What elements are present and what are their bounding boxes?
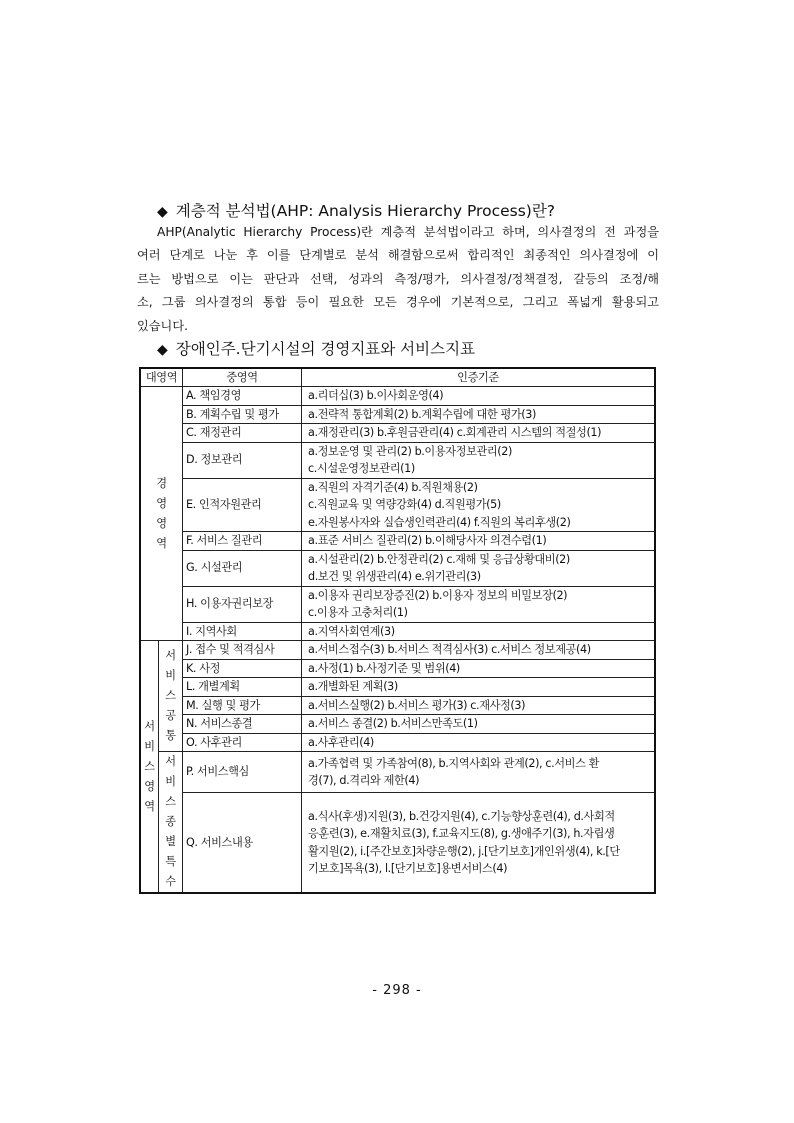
criteria-line: a.리더십(3) b.이사회운영(4) [308, 389, 444, 402]
mid-area-cell: O. 사후관리 [183, 733, 302, 752]
criteria-line: 응훈련(3), e.재활치료(3), f.교육지도(8), g.생애주기(3), h.자립생 [308, 827, 615, 841]
table-row [140, 387, 655, 406]
vertical-char: 수 [165, 875, 176, 888]
mid-area-cell: C. 재정관리 [183, 424, 302, 443]
major-area-management [140, 387, 183, 641]
vertical-char: 서 [165, 649, 176, 662]
criteria-line: a.사후관리(4) [308, 735, 374, 749]
criteria-cell [302, 550, 656, 586]
mid-area-cell: M. 실행 및 평가 [183, 696, 302, 715]
criteria-cell [302, 586, 656, 622]
criteria-line: a.개별화된 계획(3) [308, 680, 398, 693]
table-row [140, 641, 655, 660]
mid-area-cell: Q. 서비스내용 [183, 793, 302, 893]
criteria-line: a.재정관리(3) b.후원금관리(4) c.회계관리 시스템의 적절성(1) [308, 426, 602, 439]
criteria-line: a.지역사회연계(3) [308, 624, 395, 638]
mid-area-cell: K. 사정 [183, 659, 302, 678]
mid-area-cell: G. 시설관리 [183, 550, 302, 586]
table-row [140, 424, 655, 443]
vertical-char: 영 [144, 779, 155, 793]
section-title: 장애인주.단기시설의 경영지표와 서비스지표 [175, 340, 476, 358]
vertical-char: 별 [165, 835, 176, 848]
section-heading-ahp [157, 199, 555, 221]
criteria-cell [302, 678, 656, 697]
vertical-char: 특 [165, 855, 176, 868]
section-title: 계층적 분석법(AHP: Analysis Hierarchy Process)란? [175, 202, 556, 220]
criteria-line: 기보호]목욕(3), l.[단기보호]용변서비스(4) [308, 862, 508, 876]
criteria-line: a.이용자 권리보장증진(2) b.이용자 정보의 비밀보장(2) [308, 588, 568, 602]
table-row [140, 752, 655, 793]
criteria-line: a.직원의 자격기준(4) b.직원채용(2) [308, 480, 478, 494]
sub-area-special [159, 752, 183, 894]
vertical-char: 영 [156, 516, 167, 530]
paragraph-line: 있습니다. [137, 318, 188, 333]
vertical-char: 통 [165, 729, 176, 742]
criteria-cell [302, 532, 656, 551]
criteria-cell [302, 478, 656, 532]
mid-area-cell: B. 계획수립 및 평가 [183, 405, 302, 424]
criteria-line: 경(7), d.격리와 제한(4) [308, 774, 420, 788]
criteria-cell [302, 442, 656, 478]
table-row [140, 793, 655, 893]
table-row [140, 550, 655, 586]
criteria-cell [302, 733, 656, 752]
table-row [140, 532, 655, 551]
mid-area-cell: H. 이용자권리보장 [183, 586, 302, 622]
criteria-cell [302, 405, 656, 424]
criteria-line: a.서비스 종결(2) b.서비스만족도(1) [308, 717, 478, 730]
table-row [140, 405, 655, 424]
section-heading-indicators [157, 337, 475, 359]
criteria-cell [302, 715, 656, 734]
criteria-line: a.표준 서비스 질관리(2) b.이해당사자 의견수렴(1) [308, 534, 547, 547]
table-row [140, 586, 655, 622]
vertical-char: 스 [165, 689, 176, 702]
criteria-line: e.자원봉사자와 실습생인력관리(4) f.직원의 복리후생(2) [308, 515, 571, 529]
vertical-char: 서 [165, 755, 176, 768]
mid-area-cell: F. 서비스 질관리 [183, 532, 302, 551]
page-number: - 298 - [372, 983, 422, 998]
mid-area-cell: L. 개별계획 [183, 678, 302, 697]
vertical-char: 비 [144, 739, 155, 753]
criteria-line: c.이용자 고충처리(1) [308, 606, 408, 619]
table-row [140, 733, 655, 752]
indicator-table [139, 367, 656, 894]
vertical-char: 공 [165, 709, 176, 722]
vertical-char: 비 [165, 669, 176, 682]
criteria-line: a.정보운영 및 관리(2) b.이용자정보관리(2) [308, 444, 512, 458]
sub-area-common [159, 641, 183, 752]
criteria-line: a.식사(후생)지원(3), b.건강지원(4), c.기능향상훈련(4), d.사회적 [308, 809, 615, 823]
table-row [140, 622, 655, 641]
mid-area-cell: A. 책임경영 [183, 387, 302, 406]
table-row [140, 442, 655, 478]
criteria-line: a.사정(1) b.사정기준 및 범위(4) [308, 661, 460, 675]
vertical-char: 영 [156, 496, 167, 510]
criteria-line: 활지원(2), i.[주간보호]차량운행(2), j.[단기보호]개인위생(4), k.[단 [308, 844, 620, 858]
vertical-char: 경 [156, 476, 167, 490]
paragraph-line: 여러 단계로 나눈 후 이를 단계별로 분석 해결함으로써 합리적인 최종적인 의사결정에 이 [137, 248, 659, 263]
mid-area-cell: P. 서비스핵심 [183, 752, 302, 793]
paragraph-line: 르는 방법으로 이는 판단과 선택, 성과의 측정/평가, 의사결정/정책결정, 갈등의 조정/해 [137, 271, 659, 286]
header-major: 대영역 [140, 368, 183, 387]
table-row [140, 715, 655, 734]
criteria-line: a.서비스실행(2) b.서비스 평가(3) c.재사정(3) [308, 698, 526, 712]
ahp-paragraph [137, 221, 659, 338]
vertical-char: 역 [144, 799, 155, 813]
mid-area-cell: I. 지역사회 [183, 622, 302, 641]
criteria-line: c.시설운영정보관리(1) [308, 462, 415, 475]
criteria-cell [302, 622, 656, 641]
criteria-cell [302, 659, 656, 678]
vertical-char: 스 [144, 759, 155, 773]
mid-area-cell: E. 인적자원관리 [183, 478, 302, 532]
paragraph-line: AHP(Analytic Hierarchy Process)란 계층적 분석법이라고 하며, 의사결정의 전 과정을 [157, 225, 659, 239]
vertical-char: 종 [165, 815, 176, 828]
table-row [140, 659, 655, 678]
criteria-line: a.시설관리(2) b.안정관리(2) c.재해 및 응급상황대비(2) [308, 552, 570, 566]
criteria-line: a.전략적 통합계획(2) b.계획수립에 대한 평가(3) [308, 407, 536, 421]
criteria-line: c.직원교육 및 역량강화(4) d.직원평가(5) [308, 498, 501, 511]
vertical-char: 서 [144, 719, 155, 733]
criteria-cell [302, 696, 656, 715]
diamond-bullet-icon: ◆ [157, 204, 168, 220]
criteria-line: a.서비스접수(3) b.서비스 적격심사(3) c.서비스 정보제공(4) [308, 643, 591, 656]
criteria-line: d.보건 및 위생관리(4) e.위기관리(3) [308, 570, 481, 583]
mid-area-cell: J. 접수 및 적격심사 [183, 641, 302, 660]
table-row [140, 678, 655, 697]
criteria-cell [302, 752, 656, 793]
mid-area-cell: D. 정보관리 [183, 442, 302, 478]
vertical-char: 비 [165, 775, 176, 788]
paragraph-line: 소, 그룹 의사결정의 통합 등이 필요한 모든 경우에 기본적으로, 그리고 폭넓게 활용되고 [137, 295, 659, 310]
vertical-char: 역 [156, 536, 167, 550]
criteria-cell [302, 641, 656, 660]
vertical-char: 스 [165, 795, 176, 808]
criteria-cell [302, 424, 656, 443]
criteria-cell [302, 793, 656, 893]
criteria-cell [302, 387, 656, 406]
criteria-line: a.가족협력 및 가족참여(8), b.지역사회와 관계(2), c.서비스 환 [308, 756, 600, 770]
table-row [140, 478, 655, 532]
header-criteria: 인증기준 [302, 368, 656, 387]
mid-area-cell: N. 서비스종결 [183, 715, 302, 734]
header-mid: 중영역 [183, 368, 302, 387]
table-row [140, 696, 655, 715]
diamond-bullet-icon: ◆ [157, 342, 168, 358]
major-area-service [140, 641, 159, 894]
